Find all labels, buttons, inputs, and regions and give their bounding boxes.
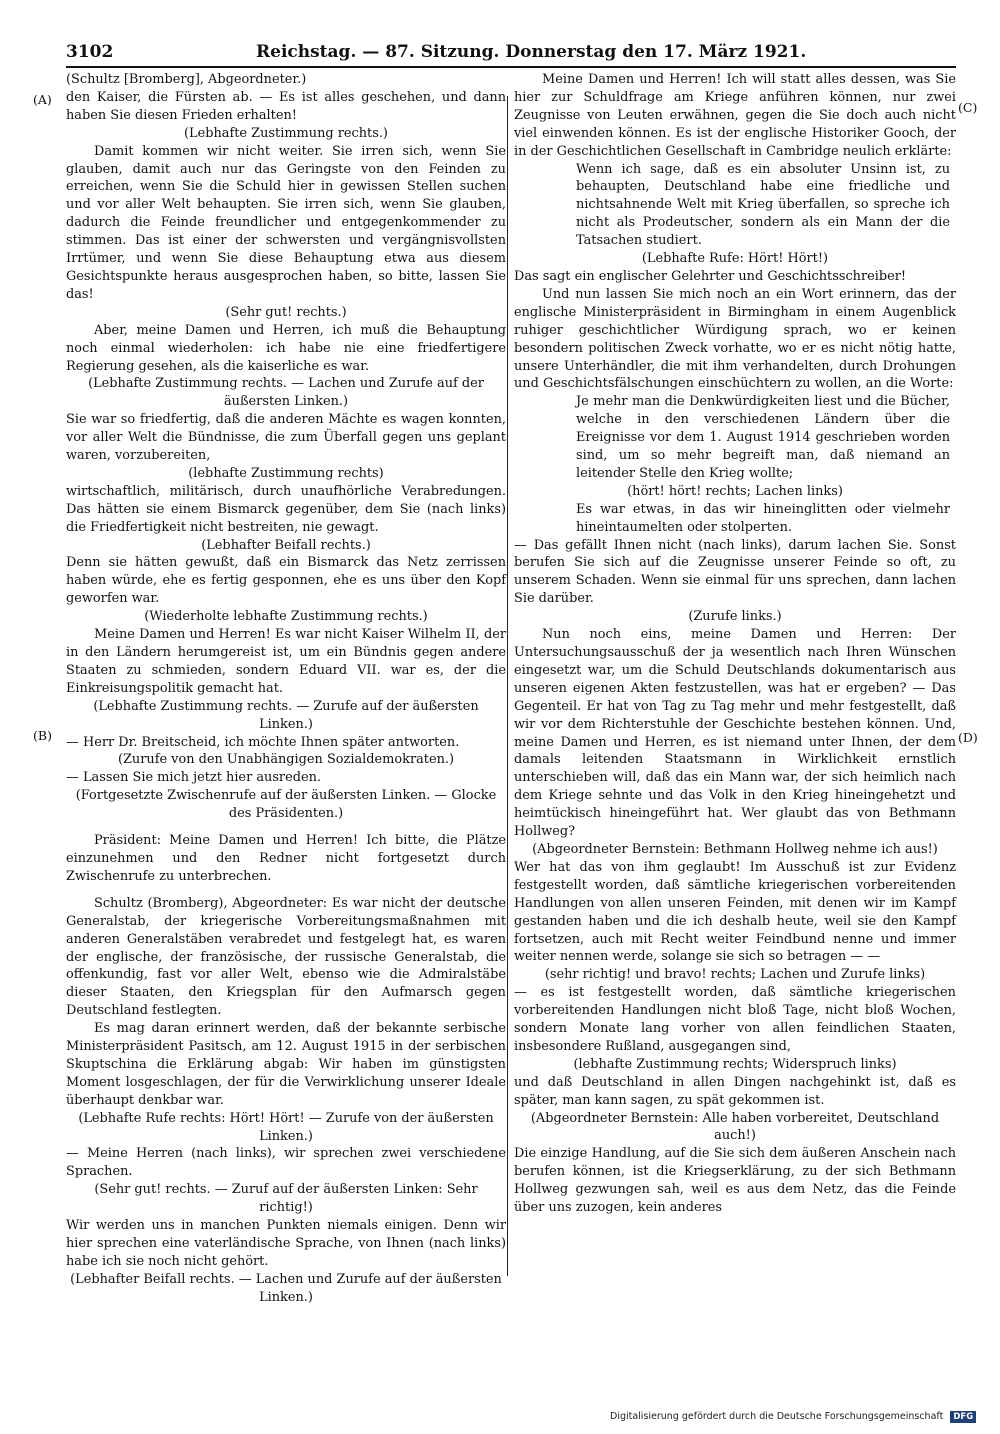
margin-marker-d: (D) [958, 730, 978, 745]
page-header [66, 42, 956, 66]
left-column [66, 71, 506, 1307]
right-column-paragraph: (lebhafte Zustimmung rechts; Widerspruch links) [573, 1056, 897, 1072]
left-column-paragraph: (Lebhafte Rufe rechts: Hört! Hört! — Zurufe von der äußersten Linken.) [78, 1110, 494, 1144]
left-column-paragraph: (Lebhafter Beifall rechts.) [201, 537, 371, 553]
left-column-paragraph: (Lebhafter Beifall rechts. — Lachen und Zurufe auf der äußersten Linken.) [70, 1271, 502, 1305]
right-column-paragraph: und daß Deutschland in allen Dingen nachgehinkt ist, daß es später, man kann sagen, zu spät gekommen ist. [514, 1074, 956, 1108]
margin-marker-b: (B) [33, 728, 52, 743]
page-number: 3102 [66, 42, 114, 62]
right-column-paragraph: Wer hat das von ihm geglaubt! Im Ausschuß ist zur Evidenz festgestellt worden, daß sämtliche kriegerischen vorbereitenden Handlungen von allen unseren Feinden, mit denen wir im Kampf gestanden haben und die ich deshalb heute, weil sie den Kampf fortsetzen, auch mit Recht weiter Feindbund nenne und immer weiter nennen werde, solange sie sich so betragen — — [514, 859, 956, 965]
left-column-paragraph: (Wiederholte lebhafte Zustimmung rechts.) [144, 609, 428, 625]
left-column-paragraph: (Sehr gut! rechts. — Zuruf auf der äußersten Linken: Sehr richtig!) [94, 1182, 478, 1216]
column-divider [507, 96, 508, 1276]
left-column-paragraph: Präsident: Meine Damen und Herren! Ich bitte, die Plätze einzunehmen und den Redner nicht fortgesetzt durch Zwischenrufe zu unterbrechen. [66, 833, 506, 884]
running-title: Reichstag. — 87. Sitzung. Donnerstag den 17. März 1921. [256, 42, 807, 62]
left-column-paragraph: (Lebhafte Zustimmung rechts. — Lachen und Zurufe auf der äußersten Linken.) [88, 376, 484, 410]
right-column-paragraph: Meine Damen und Herren! Ich will statt alles dessen, was Sie hier zur Schuldfrage am Kriege anführen können, nur zwei Zeugnisse von Leuten erwähnen, gegen die Sie doch auch nicht viel einwenden können. Es ist der englische Historiker Gooch, der in der Geschichtlichen Gesellschaft in Cambridge neulich erklärte: [514, 72, 956, 159]
left-column-paragraph: Damit kommen wir nicht weiter. Sie irren sich, wenn Sie glauben, damit auch nur das Geringste von den Feinden zu erreichen, wenn Sie die Schuld hier in gewissen Stellen suchen und vor aller Welt behaupten. Sie irren sich, wenn Sie glauben, dadurch die Feinde freundlicher und entgegenkommender zu stimmen. Das ist einer der schwersten und vergängnisvollsten Irrtümer, und wenn Sie diese Behauptung etwa aus diesem Gesichtspunkte heraus ausgesprochen haben, so bitte, lassen Sie das! [66, 143, 506, 302]
left-column-paragraph: (Schultz [Bromberg], Abgeordneter.) [66, 72, 307, 87]
left-column-paragraph: Es mag daran erinnert werden, daß der bekannte serbische Ministerpräsident Pasitsch, am 12. August 1915 in der serbischen Skuptschina die Erklärung abgab: Wir haben im günstigsten Moment losgeschlagen, der für die Verwirklichung unserer Ideale überhaupt denkbar war. [66, 1021, 506, 1108]
left-column-paragraph: den Kaiser, die Fürsten ab. — Es ist alles geschehen, und dann haben Sie diesen Frieden erhalten! [66, 89, 506, 123]
left-column-paragraph: (lebhafte Zustimmung rechts) [188, 465, 384, 481]
footer-text: Digitalisierung gefördert durch die Deutsche Forschungsgemeinschaft [610, 1411, 944, 1422]
right-column-paragraph: (hört! hört! rechts; Lachen links) [627, 483, 843, 499]
right-column-paragraph: (Zurufe links.) [688, 609, 782, 625]
right-column-paragraph: (Lebhafte Rufe: Hört! Hört!) [641, 251, 829, 267]
right-column-paragraph: (Abgeordneter Bernstein: Alle haben vorbereitet, Deutschland auch!) [530, 1110, 940, 1144]
right-column-paragraph: Je mehr man die Denkwürdigkeiten liest und die Bücher, welche in den verschiedenen Ländern über die Ereignisse vor dem 1. August 1914 geschrieben worden sind, um so mehr begreift man, daß niemand an leitender Stelle den Krieg wollte; [576, 394, 950, 481]
left-column-paragraph: Denn sie hätten gewußt, daß ein Bismarck das Netz zerrissen haben würde, ehe es fertig gesponnen, ehe es uns über den Kopf geworfen war. [66, 555, 506, 607]
right-column-paragraph: (sehr richtig! und bravo! rechts; Lachen und Zurufe links) [544, 967, 926, 983]
left-column-paragraph: (Sehr gut! rechts.) [225, 304, 347, 320]
left-column-paragraph: Meine Damen und Herren! Es war nicht Kaiser Wilhelm II, der in den Ländern herumgereist ist, um ein Bündnis gegen andere Staaten zu schmieden, sondern Eduard VII. war es, der die Einkreisungspolitik gemacht hat. [66, 627, 506, 696]
right-column-paragraph: — es ist festgestellt worden, daß sämtliche kriegerischen vorbereitenden Handlungen nicht bloß Tage, nicht bloß Wochen, sondern Monate lang vorher von allen feindlichen Staaten, insbesondere Rußland, ausgegangen sind, [514, 985, 956, 1054]
left-column-paragraph: Schultz (Bromberg), Abgeordneter: Es war nicht der deutsche Generalstab, der kriegerische Vorbereitungsmaßnahmen mit anderen Generalstäben verabredet und festgelegt hat, es waren der englische, der französische, der russische Generalstab, die offenkundig, fast vor aller Welt, ebenso wie die Admiralstäbe dieser Staaten, den Kriegsplan für den Aufmarsch gegen Deutschland festlegten. [66, 895, 506, 1019]
left-column-paragraph: (Lebhafte Zustimmung rechts.) [184, 125, 388, 141]
left-column-paragraph: Wir werden uns in manchen Punkten niemals einigen. Denn wir hier sprechen eine vaterländische Sprache, von Ihnen (nach links) habe ich sie noch nicht gehört. [66, 1218, 506, 1269]
right-column-paragraph: Das sagt ein englischer Gelehrter und Geschichtsschreiber! [514, 268, 907, 284]
left-column-paragraph: Sie war so friedfertig, daß die anderen Mächte es wagen konnten, vor aller Welt die Bündnisse, die zum Überfall gegen uns geplant waren, vorzubereiten, [66, 412, 506, 464]
header-rule [66, 66, 956, 68]
right-column [514, 71, 956, 1217]
right-column-paragraph: Die einzige Handlung, auf die Sie sich dem äußeren Anschein nach berufen können, ist die Kriegserklärung, zu der sich Bethmann Hollweg gezwungen sah, weil es aus dem Netz, das die Feinde über uns zuzogen, kein anderes [514, 1146, 956, 1216]
left-column-paragraph: Aber, meine Damen und Herren, ich muß die Behauptung noch einmal wiederholen: ich habe nie eine friedfertigere Regierung gesehen, als die kaiserliche es war. [66, 322, 506, 374]
right-column-paragraph: (Abgeordneter Bernstein: Bethmann Hollweg nehme ich aus!) [532, 841, 938, 857]
left-column-paragraph: wirtschaftlich, militärisch, durch unaufhörliche Verabredungen. Das hätten sie einem Bismarck gegenüber, dem Sie (nach links) die Friedfertigkeit nicht bestreiten, nie gewagt. [66, 483, 506, 535]
right-column-paragraph: Nun noch eins, meine Damen und Herren: Der Untersuchungsausschuß der ja wesentlich nach Ihren Wünschen eingesetzt war, um die Schuld Deutschlands dokumentarisch aus unseren eigenen Akten festzustellen, was hat er ergeben? — Das Gegenteil. Er hat von Tag zu Tag mehr und mehr festgestellt, daß wir vor dem Richterstuhle der Geschichte bestehen können. Und, meine Damen und Herren, es ist niemand unter Ihnen, der dem damals leitenden Staatsmann in Wirklichkeit ernstlich unterschieben will, daß das ein Mann war, der sich heimlich nach dem Kriege sehnte und das Volk in den Krieg hineingehetzt und heimtückisch hineingeführt hat. Wer glaubt das von Bethmann Hollweg? [514, 627, 956, 840]
left-column-paragraph: (Lebhafte Zustimmung rechts. — Zurufe auf der äußersten Linken.) [93, 698, 479, 732]
digitization-footer [610, 1411, 990, 1427]
left-column-paragraph: — Lassen Sie mich jetzt hier ausreden. [66, 770, 321, 786]
right-column-paragraph: Wenn ich sage, daß es ein absoluter Unsinn ist, zu behaupten, Deutschland habe eine friedliche und nichtsahnende Welt mit Krieg überfallen, so spreche ich nicht als Prodeutscher, sondern als ein Mann der die Tatsachen studiert. [576, 161, 950, 249]
dfg-logo: DFG [950, 1411, 976, 1423]
left-column-paragraph: (Zurufe von den Unabhängigen Sozialdemokraten.) [117, 752, 455, 768]
margin-marker-a: (A) [33, 92, 52, 107]
margin-marker-c: (C) [958, 100, 978, 115]
right-column-paragraph: Es war etwas, in das wir hineinglitten oder vielmehr hineintaumelten oder stolperten. [576, 501, 950, 535]
left-column-paragraph: — Herr Dr. Breitscheid, ich möchte Ihnen später antworten. [66, 734, 460, 750]
right-column-paragraph: Und nun lassen Sie mich noch an ein Wort erinnern, das der englische Ministerpräsident in Birmingham in einem Augenblick ruhiger geschichtlicher Würdigung sprach, wo er keinen besondern politischen Zweck vorhatte, wo er es nicht nötig hatte, unsere Unterhändler, die mit ihm verhandelten, durch Drohungen und Geschichtsfälschungen einschüchtern zu wollen, an die Worte: [514, 286, 956, 392]
left-column-paragraph: (Fortgesetzte Zwischenrufe auf der äußersten Linken. — Glocke des Präsidenten.) [75, 788, 497, 822]
right-column-paragraph: — Das gefällt Ihnen nicht (nach links), darum lachen Sie. Sonst berufen Sie sich auf die Zeugnisse unserer Feinde so oft, zu unserem Schaden. Wenn sie einmal für uns sprechen, dann lachen Sie darüber. [514, 537, 956, 607]
left-column-paragraph: — Meine Herren (nach links), wir sprechen zwei verschiedene Sprachen. [66, 1146, 506, 1180]
